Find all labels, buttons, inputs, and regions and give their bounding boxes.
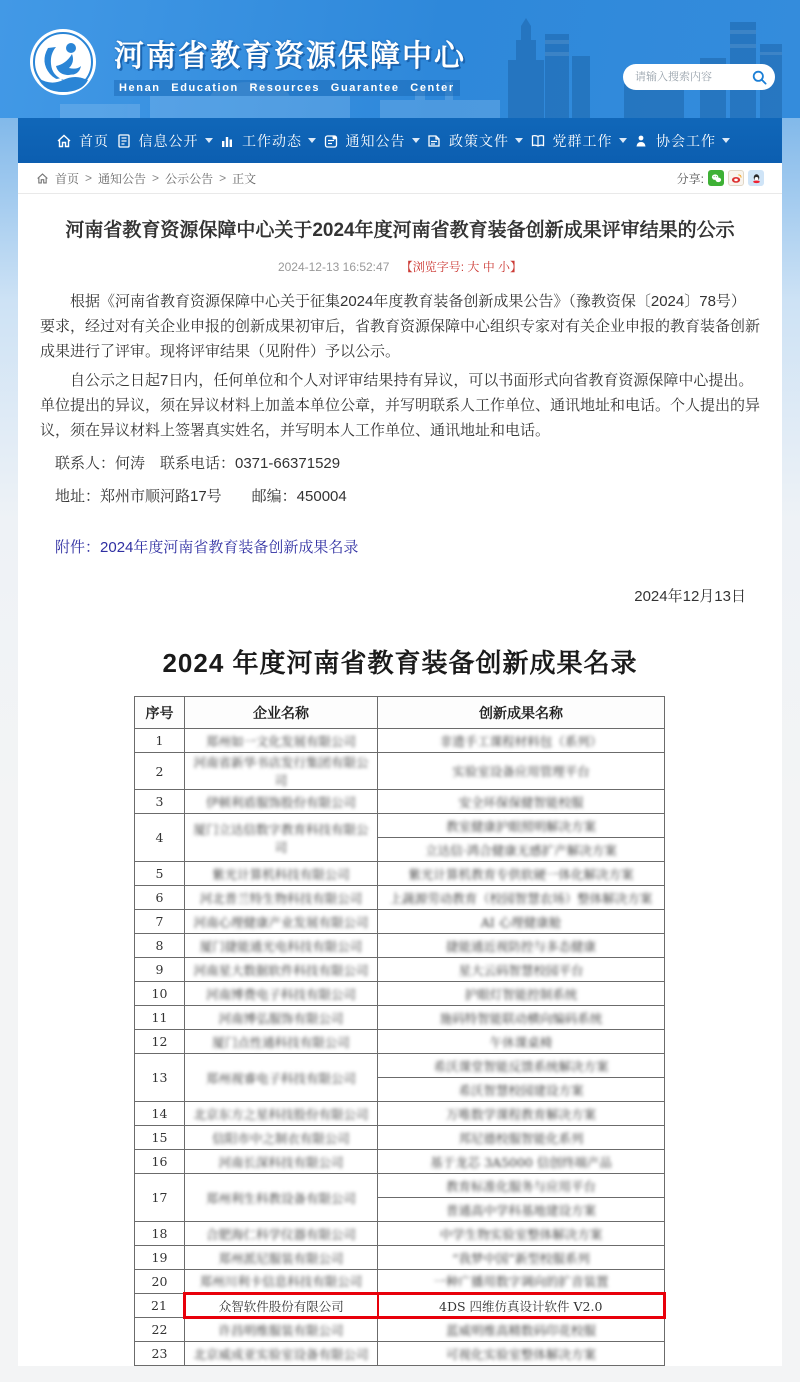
result-name-cell: 可视化实验室整体解决方案 bbox=[378, 1342, 665, 1366]
result-name-cell: 午休课桌椅 bbox=[378, 1030, 665, 1054]
company-name-cell: 北京东方之星科技股份有限公司 bbox=[185, 1102, 378, 1126]
company-name-cell: 紫光计算机科技有限公司 bbox=[185, 862, 378, 886]
table-header-row bbox=[135, 697, 665, 729]
table-row bbox=[135, 934, 665, 958]
result-name-cell: AI 心理健康舱 bbox=[378, 910, 665, 934]
result-name-cell: 紫光计算机教育专供软硬一体化解决方案 bbox=[378, 862, 665, 886]
document-icon bbox=[116, 133, 132, 149]
company-name-cell: 河南省新华书店发行集团有限公司 bbox=[185, 753, 378, 790]
result-name-cell: 捷能通近视防控与多态健康 bbox=[378, 934, 665, 958]
search-box bbox=[623, 64, 775, 90]
company-name-cell: 河北普兰特生物科技有限公司 bbox=[185, 886, 378, 910]
row-number: 3 bbox=[135, 790, 185, 814]
nav-label: 党群工作 bbox=[552, 132, 613, 149]
result-name-cell: 中学生物实验室整体解决方案 bbox=[378, 1222, 665, 1246]
header-result: 创新成果名称 bbox=[378, 697, 665, 729]
row-number: 20 bbox=[135, 1270, 185, 1294]
breadcrumb-link-notices[interactable]: 通知公告 bbox=[98, 171, 147, 186]
company-name-cell: 河南长深科技有限公司 bbox=[185, 1150, 378, 1174]
nav-label: 通知公告 bbox=[345, 132, 406, 149]
announcement-icon bbox=[323, 133, 339, 149]
row-number: 2 bbox=[135, 753, 185, 790]
nav-label: 首页 bbox=[79, 132, 109, 149]
company-name-cell: 郑州如一文化发展有限公司 bbox=[185, 729, 378, 753]
breadcrumb-current: 正文 bbox=[232, 171, 257, 186]
article bbox=[18, 194, 782, 1366]
weibo-share-icon[interactable] bbox=[728, 170, 744, 186]
table-row bbox=[135, 982, 665, 1006]
row-number: 17 bbox=[135, 1174, 185, 1222]
company-name-cell: 河南博弘服饰有限公司 bbox=[185, 1006, 378, 1030]
nav-label: 协会工作 bbox=[656, 132, 716, 149]
nav-item-party-work[interactable] bbox=[530, 131, 627, 151]
chevron-down-icon bbox=[308, 138, 316, 147]
table-row bbox=[135, 729, 665, 753]
company-name-cell: 河南博费电子科技有限公司 bbox=[185, 982, 378, 1006]
chevron-down-icon bbox=[619, 138, 627, 147]
attachment-label: 附件： bbox=[55, 539, 101, 556]
result-name-cell: 实验室设备应用管理平台 bbox=[378, 753, 665, 790]
content-panel bbox=[18, 118, 782, 1366]
row-number: 19 bbox=[135, 1246, 185, 1270]
breadcrumb-link-home[interactable]: 首页 bbox=[55, 171, 80, 186]
table-row bbox=[135, 910, 665, 934]
row-number: 18 bbox=[135, 1222, 185, 1246]
results-table bbox=[134, 696, 666, 1366]
result-name-cell: 一种广播用数字调向的扩音装置 bbox=[378, 1270, 665, 1294]
open-book-icon bbox=[530, 133, 546, 149]
breadcrumb-separator: > bbox=[219, 171, 227, 185]
row-number: 15 bbox=[135, 1126, 185, 1150]
breadcrumb bbox=[18, 163, 782, 194]
row-number: 14 bbox=[135, 1102, 185, 1126]
breadcrumb-separator: > bbox=[85, 171, 93, 185]
nav-item-policy-files[interactable] bbox=[426, 131, 523, 151]
row-number: 23 bbox=[135, 1342, 185, 1366]
row-number: 21 bbox=[135, 1294, 185, 1318]
site-subtitle: Henan Education Resources Guarantee Center bbox=[114, 80, 460, 96]
row-number: 5 bbox=[135, 862, 185, 886]
row-number: 10 bbox=[135, 982, 185, 1006]
chevron-down-icon bbox=[205, 138, 213, 147]
font-size-controls[interactable]: 【浏览字号: 大 中 小】 bbox=[400, 260, 523, 274]
attachment-link[interactable]: 2024年度河南省教育装备创新成果名录 bbox=[100, 539, 359, 556]
sign-date: 2024年12月13日 bbox=[634, 588, 746, 605]
article-title: 河南省教育资源保障中心关于2024年度河南省教育装备创新成果评审结果的公示 bbox=[65, 220, 735, 241]
result-name-cell: 万唯数学课程教育解决方案 bbox=[378, 1102, 665, 1126]
result-name-cell: 邦尼德校服智能化系列 bbox=[378, 1126, 665, 1150]
company-name-cell: 北京威成亚实验室设备有限公司 bbox=[185, 1342, 378, 1366]
contact-line: 联系人：何涛 联系电话：0371-66371529 bbox=[55, 455, 341, 472]
chevron-down-icon bbox=[515, 138, 523, 147]
table-row bbox=[135, 1270, 665, 1294]
table-row bbox=[135, 1222, 665, 1246]
result-name-cell: 护眼灯智能控制系统 bbox=[378, 982, 665, 1006]
table-row bbox=[135, 1246, 665, 1270]
result-name-cell: 希沃课堂智能反馈系统解决方案 bbox=[378, 1054, 665, 1078]
breadcrumb-separator: > bbox=[152, 171, 160, 185]
nav-item-association-work[interactable] bbox=[633, 131, 730, 151]
company-name-cell: 厦门立达信数字教育科技有限公司 bbox=[185, 814, 378, 862]
attachment-line bbox=[40, 535, 760, 560]
table-title: 2024 年度河南省教育装备创新成果名录 bbox=[162, 648, 638, 678]
table-row bbox=[135, 1318, 665, 1342]
company-name-cell: 郑州利生科教设备有限公司 bbox=[185, 1174, 378, 1222]
company-name-cell: 众智软件股份有限公司 bbox=[185, 1294, 378, 1318]
row-number: 16 bbox=[135, 1150, 185, 1174]
result-name-cell: 4DS 四维仿真设计软件 V2.0 bbox=[378, 1294, 665, 1318]
table-row bbox=[135, 1294, 665, 1318]
company-name-cell: 河南心理健康产业发展有限公司 bbox=[185, 910, 378, 934]
chevron-down-icon bbox=[722, 138, 730, 147]
home-icon bbox=[56, 133, 72, 149]
site-logo bbox=[26, 26, 100, 100]
table-row bbox=[135, 814, 665, 838]
nav-label: 政策文件 bbox=[449, 132, 509, 149]
nav-item-work-news[interactable] bbox=[219, 131, 316, 151]
table-row bbox=[135, 1174, 665, 1198]
table-row bbox=[135, 1150, 665, 1174]
main-nav bbox=[18, 118, 782, 163]
table-row bbox=[135, 1030, 665, 1054]
article-meta bbox=[40, 258, 760, 275]
company-name-cell: 厦门捷能通光电科技有限公司 bbox=[185, 934, 378, 958]
table-row bbox=[135, 1126, 665, 1150]
result-name-cell: 星大云码智慧校园平台 bbox=[378, 958, 665, 982]
result-name-cell: 希沃智慧校园建设方案 bbox=[378, 1078, 665, 1102]
table-row bbox=[135, 958, 665, 982]
table-row bbox=[135, 1006, 665, 1030]
header-no: 序号 bbox=[135, 697, 185, 729]
search-button[interactable] bbox=[752, 70, 767, 85]
share-label: 分享: bbox=[676, 171, 704, 186]
results-table-body bbox=[135, 729, 665, 1366]
result-name-cell: 教育标准化服务与应用平台 bbox=[378, 1174, 665, 1198]
table-row bbox=[135, 886, 665, 910]
company-name-cell: 许昌明维服装有限公司 bbox=[185, 1318, 378, 1342]
table-row bbox=[135, 1054, 665, 1078]
breadcrumb-home-icon bbox=[36, 172, 49, 185]
paragraph-1: 根据《河南省教育资源保障中心关于征集2024年度教育装备创新成果公告》（豫教资保〔2024〕78号）要求，经过对有关企业申报的创新成果初审后，省教育资源保障中心组织专家对有关企业申报的教育装备创新成果进行了评审。现将评审结果（见附件）予以公示。 bbox=[40, 293, 761, 360]
company-name-cell: 信阳市中之制衣有限公司 bbox=[185, 1126, 378, 1150]
row-number: 22 bbox=[135, 1318, 185, 1342]
result-name-cell: 立达信·鸿合健康无感扩产解决方案 bbox=[378, 838, 665, 862]
search-input[interactable] bbox=[635, 71, 752, 83]
nav-label: 工作动态 bbox=[242, 132, 302, 149]
qq-share-icon[interactable] bbox=[748, 170, 764, 186]
row-number: 9 bbox=[135, 958, 185, 982]
paragraph-2: 自公示之日起7日内，任何单位和个人对评审结果持有异议，可以书面形式向省教育资源保障中心提出。单位提出的异议，须在异议材料上加盖本单位公章，并写明联系人工作单位、通讯地址和电话。个人提出的异议，须在异议材料上签署真实姓名，并写明本人工作单位、通讯地址和电话。 bbox=[40, 372, 761, 439]
breadcrumb-link-announcements[interactable]: 公示公告 bbox=[165, 171, 214, 186]
header-company: 企业名称 bbox=[185, 697, 378, 729]
row-number: 7 bbox=[135, 910, 185, 934]
company-name-cell: 郑州视睿电子科技有限公司 bbox=[185, 1054, 378, 1102]
company-name-cell: 伊顿利盾服饰股份有限公司 bbox=[185, 790, 378, 814]
row-number: 6 bbox=[135, 886, 185, 910]
result-name-cell: 基于龙芯 3A5000 信创终端产品 bbox=[378, 1150, 665, 1174]
table-row bbox=[135, 753, 665, 790]
company-name-cell: 河南星大数据软件科技有限公司 bbox=[185, 958, 378, 982]
publish-datetime: 2024-12-13 16:52:47 bbox=[277, 260, 390, 274]
policy-file-icon bbox=[426, 133, 442, 149]
result-name-cell: 教室健康护眼照明解决方案 bbox=[378, 814, 665, 838]
chevron-down-icon bbox=[412, 138, 420, 147]
table-row bbox=[135, 1342, 665, 1366]
row-number: 12 bbox=[135, 1030, 185, 1054]
result-name-cell: 安全环保保健智能校服 bbox=[378, 790, 665, 814]
result-name-cell: 普通高中学科基地建设方案 bbox=[378, 1198, 665, 1222]
wechat-share-icon[interactable] bbox=[708, 170, 724, 186]
nav-label: 信息公开 bbox=[138, 132, 199, 149]
company-name-cell: 郑州川利卡信息科技有限公司 bbox=[185, 1270, 378, 1294]
site-title: 河南省教育资源保障中心 bbox=[114, 39, 466, 73]
row-number: 4 bbox=[135, 814, 185, 862]
person-icon bbox=[633, 133, 649, 149]
table-row bbox=[135, 862, 665, 886]
table-row bbox=[135, 790, 665, 814]
article-body bbox=[40, 289, 760, 609]
company-name-cell: 合肥海仁科学仪器有限公司 bbox=[185, 1222, 378, 1246]
nav-item-notices[interactable] bbox=[323, 131, 420, 151]
row-number: 11 bbox=[135, 1006, 185, 1030]
site-banner bbox=[0, 0, 800, 118]
company-name-cell: 厦门点性通科技有限公司 bbox=[185, 1030, 378, 1054]
nav-item-info-disclosure[interactable] bbox=[116, 131, 213, 151]
result-name-cell: 非遗手工课程材料包（系列） bbox=[378, 729, 665, 753]
result-name-cell: 施码特智能联动横向编码系统 bbox=[378, 1006, 665, 1030]
address-line: 地址：郑州市顺河路17号 邮编：450004 bbox=[55, 488, 347, 505]
result-name-cell: 蓝威明维高精数码印花校服 bbox=[378, 1318, 665, 1342]
row-number: 1 bbox=[135, 729, 185, 753]
result-name-cell: “我梦中国”新型校服系列 bbox=[378, 1246, 665, 1270]
result-name-cell: 上蔬源劳动教育（校园智慧农场）整体解决方案 bbox=[378, 886, 665, 910]
bar-chart-icon bbox=[219, 133, 235, 149]
share-bar bbox=[677, 170, 764, 187]
table-row bbox=[135, 1102, 665, 1126]
brand bbox=[26, 26, 466, 100]
row-number: 13 bbox=[135, 1054, 185, 1102]
row-number: 8 bbox=[135, 934, 185, 958]
nav-item-home[interactable] bbox=[56, 131, 109, 151]
company-name-cell: 郑州派尼服装有限公司 bbox=[185, 1246, 378, 1270]
search-icon bbox=[752, 70, 767, 85]
